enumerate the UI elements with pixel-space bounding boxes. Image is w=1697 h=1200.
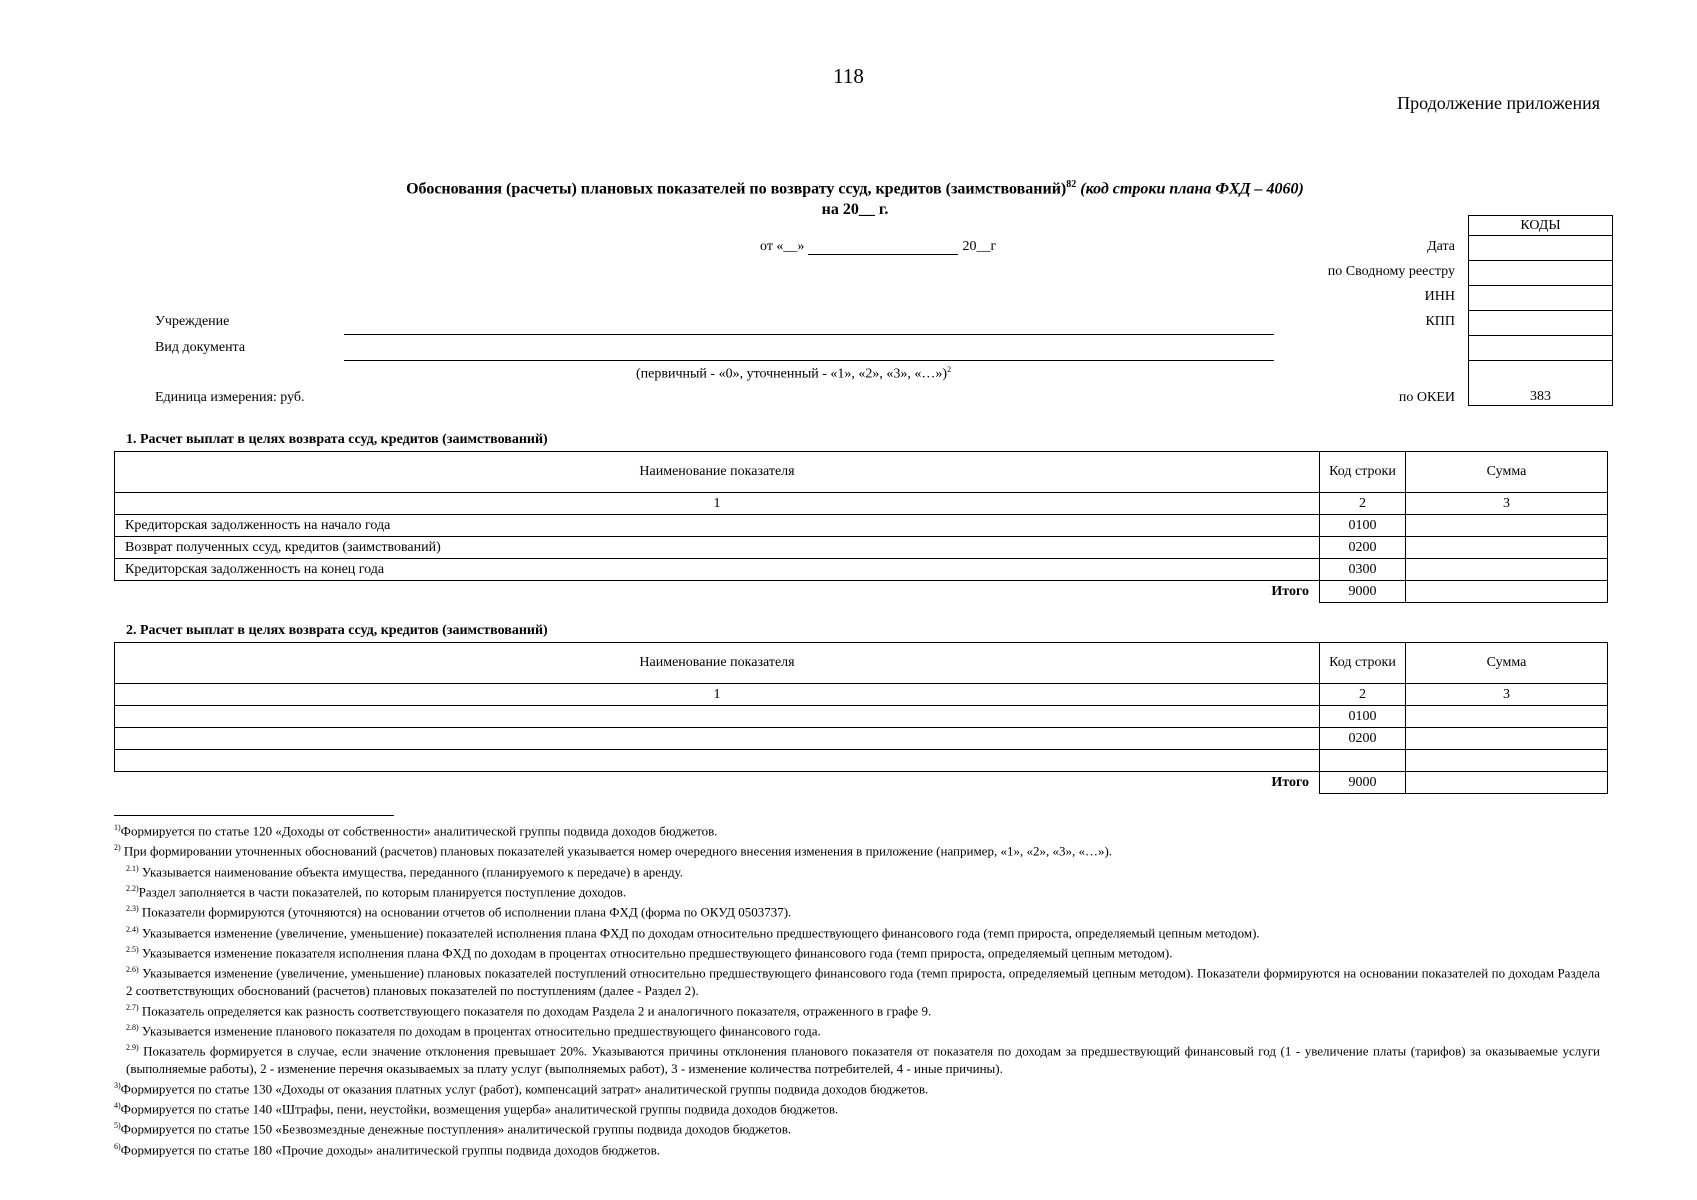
codes-header: КОДЫ [1469, 216, 1613, 236]
total-row [115, 581, 1608, 603]
footnote-text: Формируется по статье 130 «Доходы от оказания платных услуг (работ), компенсаций затрат» аналитической группы подвида доходов бюджетов. [120, 1080, 929, 1096]
footnote [114, 1117, 1600, 1137]
code-registry[interactable] [1469, 261, 1613, 286]
table-row [115, 706, 1608, 728]
footnote-text: Указывается наименование объекта имущества, переданного (планируемого к передаче) в аренду. [138, 863, 684, 879]
footnote [114, 1039, 1600, 1076]
s2-row1-sum[interactable] [1406, 706, 1608, 728]
footnote-mark: 2.5) [126, 944, 139, 954]
footnote-text: Указывается изменение планового показателя по доходам в процентах относительно предшествующего финансового года. [138, 1023, 821, 1039]
s1-row1-sum[interactable] [1406, 515, 1608, 537]
footnote [114, 921, 1600, 941]
s1-total-code: 9000 [1320, 581, 1406, 603]
s1-colnum-3: 3 [1406, 493, 1608, 515]
footnote [114, 1138, 1600, 1158]
footnote-mark: 2.6) [126, 965, 139, 975]
s2-total-sum[interactable] [1406, 772, 1608, 794]
footnote-mark: 2.8) [126, 1022, 139, 1032]
footnote-text: Показатель формируется в случае, если значение отклонения превышает 20%. Указываются причины отклонения планового показателя от показателя по доходам за предшествующий финансовый год (1 - увеличение платы (тарифов) за оказываемые услуги (выполняемые работы), 2 - изменение перечня оказываемых за плату услуг (выполняемых работ), 3 - изменение количества потребителей, 4 - иные причины). [126, 1043, 1600, 1076]
title-main: Обоснования (расчеты) плановых показателей по возврату ссуд, кредитов (заимствований) [406, 180, 1067, 198]
s2-colnum-3: 3 [1406, 684, 1608, 706]
s1-row3-name: Кредиторская задолженность на конец года [115, 559, 1320, 581]
footnote-text: Указывается изменение показателя исполнения плана ФХД по доходам в процентах относительно предшествующего финансового года (темп прироста, определяемый цепным методом). [138, 945, 1173, 961]
unit-label: Единица измерения: руб. [155, 390, 305, 405]
footnote-mark: 6) [114, 1141, 121, 1151]
s2-total-label: Итого [115, 772, 1320, 794]
table-row [115, 728, 1608, 750]
s2-row1-name[interactable] [115, 706, 1320, 728]
footnote-mark: 2.7) [126, 1002, 139, 1012]
footnote [114, 860, 1600, 880]
footnote [114, 900, 1600, 920]
footnote-mark: 5) [114, 1121, 121, 1131]
s2-header-sum: Сумма [1406, 643, 1608, 684]
footnote-text: Раздел заполняется в части показателей, по которым планируется поступление доходов. [138, 884, 627, 900]
s1-colnum-1: 1 [115, 493, 1320, 515]
footnote-mark: 2.4) [126, 924, 139, 934]
table-row [115, 515, 1608, 537]
footnote-text: Показатель определяется как разность соответствующего показателя по доходам Раздела 2 и аналогичного показателя, отраженного в графе 9. [138, 1002, 932, 1018]
s1-row3-sum[interactable] [1406, 559, 1608, 581]
footnote-mark: 2) [114, 843, 121, 853]
section2-table [114, 642, 1608, 794]
code-date[interactable] [1469, 236, 1613, 261]
footnote-mark: 3) [114, 1080, 121, 1090]
footnote-text: Формируется по статье 150 «Безвозмездные денежные поступления» аналитической группы подвида доходов бюджетов. [120, 1121, 792, 1137]
footnote-text: Указывается изменение (увеличение, уменьшение) плановых показателей поступлений относительно предшествующего финансового года (темп прироста, определяемый цепным методом). Показатели формируются на основании показателей по доходам Раздела 2 соответствующих обоснований (расчетов) плановых показателей по поступлениям (далее - Раздел 2). [126, 965, 1600, 998]
s1-row2-sum[interactable] [1406, 537, 1608, 559]
s2-row3-name[interactable] [115, 750, 1320, 772]
date-line [760, 239, 996, 255]
s2-header-name: Наименование показателя [115, 643, 1320, 684]
footnote-mark: 2.2) [126, 883, 139, 893]
doc-type-hint-sup: 2 [947, 365, 952, 374]
table-row [115, 559, 1608, 581]
doc-type-hint [636, 365, 951, 383]
s2-header-code: Код строки [1320, 643, 1406, 684]
total-row [115, 772, 1608, 794]
date-prefix: от «__» [760, 239, 805, 254]
s2-row2-name[interactable] [115, 728, 1320, 750]
code-kpp[interactable] [1469, 311, 1613, 336]
date-label: Дата [1427, 239, 1455, 254]
footnote-mark: 4) [114, 1100, 121, 1110]
s1-row1-name: Кредиторская задолженность на начало года [115, 515, 1320, 537]
title-year: на 20__ г. [821, 201, 889, 219]
footnote [114, 1077, 1600, 1097]
code-okei: 383 [1469, 361, 1613, 406]
table-row [115, 750, 1608, 772]
kpp-label: КПП [1425, 314, 1455, 329]
footnote-text: Указывается изменение (увеличение, уменьшение) показателей исполнения плана ФХД по доходам относительно предшествующего финансового года (темп прироста, определяемый цепным методом). [138, 924, 1260, 940]
s2-colnum-1: 1 [115, 684, 1320, 706]
footnote [114, 1019, 1600, 1039]
s1-total-sum[interactable] [1406, 581, 1608, 603]
table-row [115, 537, 1608, 559]
footnote-mark: 2.1) [126, 863, 139, 873]
date-blank [808, 241, 958, 255]
footnote-mark: 2.3) [126, 904, 139, 914]
footnote-mark: 1) [114, 823, 121, 832]
footnote [114, 961, 1600, 998]
s2-colnum-2: 2 [1320, 684, 1406, 706]
form-title [330, 174, 1380, 220]
footnote-text: При формировании уточненных обоснований (расчетов) плановых показателей указывается номер очередного внесения изменения в приложение (например, «1», «2», «3», «…»). [120, 843, 1113, 859]
footnote-mark: 2.9) [126, 1043, 139, 1053]
s2-row3-code [1320, 750, 1406, 772]
s1-row2-code: 0200 [1320, 537, 1406, 559]
code-blank[interactable] [1469, 336, 1613, 361]
page-number: 118 [833, 64, 864, 88]
footnote [114, 999, 1600, 1019]
s1-row3-code: 0300 [1320, 559, 1406, 581]
s2-row2-code: 0200 [1320, 728, 1406, 750]
footnote-text: Показатели формируются (уточняются) на основании отчетов об исполнении плана ФХД (форма по ОКУД 0503737). [138, 904, 792, 920]
s1-row2-name: Возврат полученных ссуд, кредитов (заимствований) [115, 537, 1320, 559]
continuation-label: Продолжение приложения [1397, 93, 1600, 113]
institution-label: Учреждение [155, 314, 230, 329]
footnotes [114, 819, 1600, 1158]
s1-header-name: Наименование показателя [115, 452, 1320, 493]
footnote-text: Формируется по статье 140 «Штрафы, пени, неустойки, возмещения ущерба» аналитической группы подвида доходов бюджетов. [120, 1101, 839, 1117]
date-suffix: 20__г [962, 239, 997, 254]
footnote [114, 819, 1600, 839]
s1-header-code: Код строки [1320, 452, 1406, 493]
section2-title: 2. Расчет выплат в целях возврата ссуд, кредитов (заимствований) [126, 623, 548, 638]
registry-label: по Сводному реестру [1327, 264, 1455, 279]
section1-table [114, 451, 1608, 603]
s1-header-sum: Сумма [1406, 452, 1608, 493]
footnote [114, 1097, 1600, 1117]
footnote-rule [114, 815, 394, 816]
s2-row1-code: 0100 [1320, 706, 1406, 728]
okei-label: по ОКЕИ [1398, 390, 1455, 405]
s2-row3-sum[interactable] [1406, 750, 1608, 772]
footnote [114, 880, 1600, 900]
s1-row1-code: 0100 [1320, 515, 1406, 537]
footnote [114, 839, 1600, 859]
doc-type-label: Вид документа [155, 340, 246, 355]
code-inn[interactable] [1469, 286, 1613, 311]
inn-label: ИНН [1424, 289, 1455, 304]
s1-colnum-2: 2 [1320, 493, 1406, 515]
footnote-text: Формируется по статье 180 «Прочие доходы» аналитической группы подвида доходов бюджетов. [120, 1141, 661, 1157]
s2-total-code: 9000 [1320, 772, 1406, 794]
footnote-text: Формируется по статье 120 «Доходы от собственности» аналитической группы подвида доходов бюджетов. [120, 823, 718, 839]
footnote [114, 941, 1600, 961]
title-line-code: (код строки плана ФХД – 4060) [1080, 180, 1304, 198]
s1-total-label: Итого [115, 581, 1320, 603]
doc-type-hint-text: (первичный - «0», уточненный - «1», «2», «3», «…») [636, 366, 948, 382]
s2-row2-sum[interactable] [1406, 728, 1608, 750]
codes-table [1468, 215, 1613, 406]
section1-title: 1. Расчет выплат в целях возврата ссуд, кредитов (заимствований) [126, 432, 548, 447]
institution-field[interactable] [344, 334, 1274, 335]
title-footnote-ref: 82 [1066, 179, 1077, 190]
doc-type-field[interactable] [344, 360, 1274, 361]
